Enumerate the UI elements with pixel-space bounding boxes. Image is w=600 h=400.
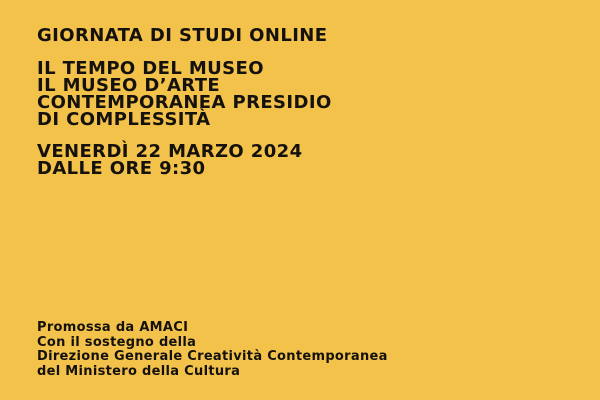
- credits-line: Promossa da AMACI: [37, 320, 189, 335]
- credits-line: Direzione Generale Creatività Contemporanea: [37, 349, 388, 364]
- event-title: [37, 60, 332, 128]
- title-line: IL TEMPO DEL MUSEO: [37, 58, 264, 79]
- credits-line: Con il sostegno della: [37, 334, 197, 350]
- time-line: DALLE ORE 9:30: [37, 158, 206, 179]
- date-line: VENERDÌ 22 MARZO 2024: [37, 141, 303, 162]
- title-line: CONTEMPORANEA PRESIDIO: [37, 92, 332, 113]
- credits-line: del Ministero della Cultura: [37, 363, 241, 379]
- credits: [37, 321, 388, 379]
- title-line: DI COMPLESSITÀ: [37, 109, 211, 130]
- title-line: IL MUSEO D’ARTE: [37, 75, 221, 96]
- kicker-text: GIORNATA DI STUDI ONLINE: [37, 25, 328, 46]
- event-datetime: [37, 143, 303, 177]
